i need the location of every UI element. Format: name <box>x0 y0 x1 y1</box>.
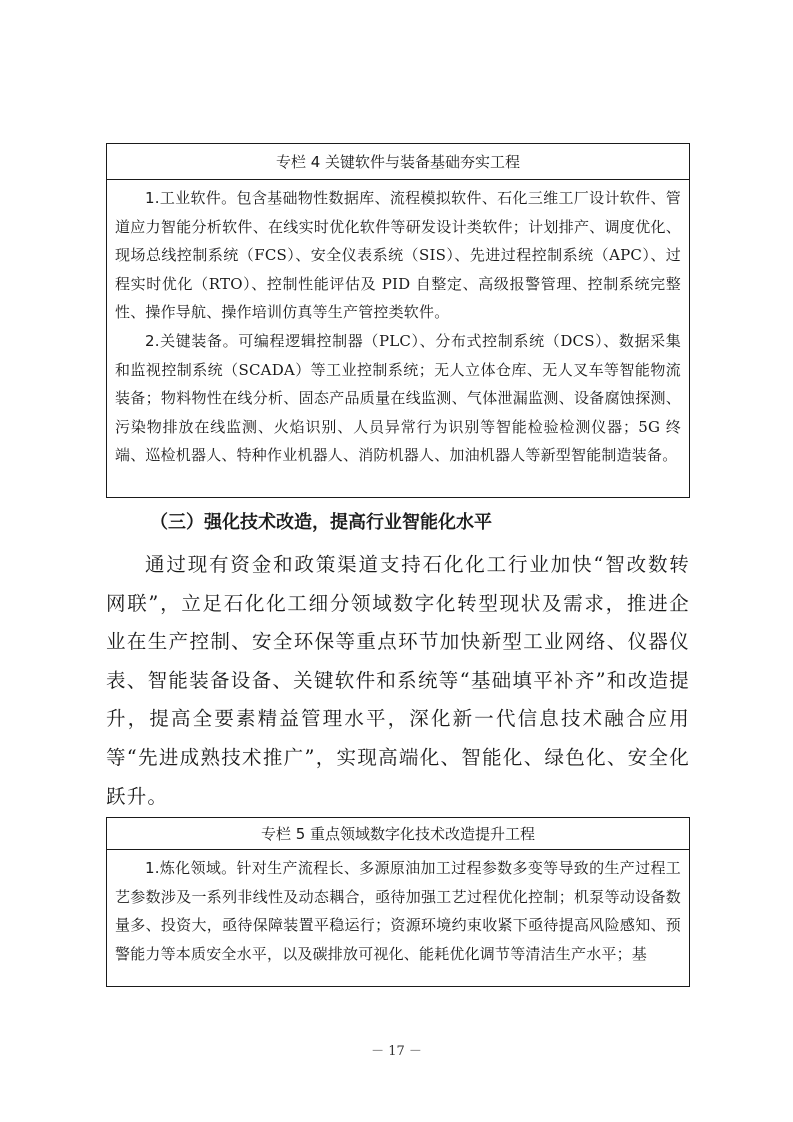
feature-paragraph <box>115 327 681 470</box>
feature-paragraph <box>115 184 681 327</box>
section-heading: （三）强化技术改造，提高行业智能化水平 <box>150 512 492 533</box>
paragraph-text: 包含基础物性数据库、流程模拟软件、石化三维工厂设计软件、管道应力智能分析软件、在线实时优化软件等研发设计类软件；计划排产、调度优化、现场总线控制系统（FCS）、安全仪表系统（SIS）、先进过程控制系统（APC）、过程实时优化（RTO）、控制性能评估及 PID 自整定、高级报警管理、控制系统完整性、操作导航、操作培训仿真等生产管控类软件。 <box>115 189 681 322</box>
paragraph-text: 可编程逻辑控制器（PLC）、分布式控制系统（DCS）、数据采集和监视控制系统（SCADA）等工业控制系统；无人立体仓库、无人叉车等智能物流装备；物料物性在线分析、固态产品质量在线监测、气体泄漏监测、设备腐蚀探测、污染物排放在线监测、火焰识别、人员异常行为识别等智能检验检测仪器；5G 终端、巡检机器人、特种作业机器人、消防机器人、加油机器人等新型智能制造装备。 <box>115 331 681 465</box>
feature-paragraph <box>115 854 681 968</box>
feature-box-body <box>107 180 689 472</box>
feature-box-title: 专栏 5 重点领域数字化技术改造提升工程 <box>107 818 689 850</box>
feature-box-body <box>107 850 689 970</box>
paragraph-lead: 2.关键装备。 <box>145 331 239 350</box>
paragraph-text: 针对生产流程长、多源原油加工过程参数多变等导致的生产过程工艺参数涉及一系列非线性及动态耦合，亟待加强工艺过程优化控制；机泵等动设备数量多、投资大，亟待保障装置平稳运行；资源环境约束收紧下亟待提高风险感知、预警能力等本质安全水平，以及碳排放可视化、能耗优化调节等清洁生产水平；基 <box>115 859 681 963</box>
feature-box-5 <box>106 817 690 987</box>
section-body-paragraph: 通过现有资金和政策渠道支持石化化工行业加快“智改数转网联”，立足石化化工细分领域数字化转型现状及需求，推进企业在生产控制、安全环保等重点环节加快新型工业网络、仪器仪表、智能装备设备、关键软件和系统等“基础填平补齐”和改造提升，提高全要素精益管理水平，深化新一代信息技术融合应用等“先进成熟技术推广”，实现高端化、智能化、绿色化、安全化跃升。 <box>106 553 690 808</box>
paragraph-lead: 1.炼化领域。 <box>145 859 237 877</box>
page-number: － 17 － <box>371 1044 422 1059</box>
feature-box-title: 专栏 4 关键软件与装备基础夯实工程 <box>107 144 689 180</box>
feature-box-4 <box>106 143 690 498</box>
paragraph-lead: 1.工业软件。 <box>145 189 237 207</box>
